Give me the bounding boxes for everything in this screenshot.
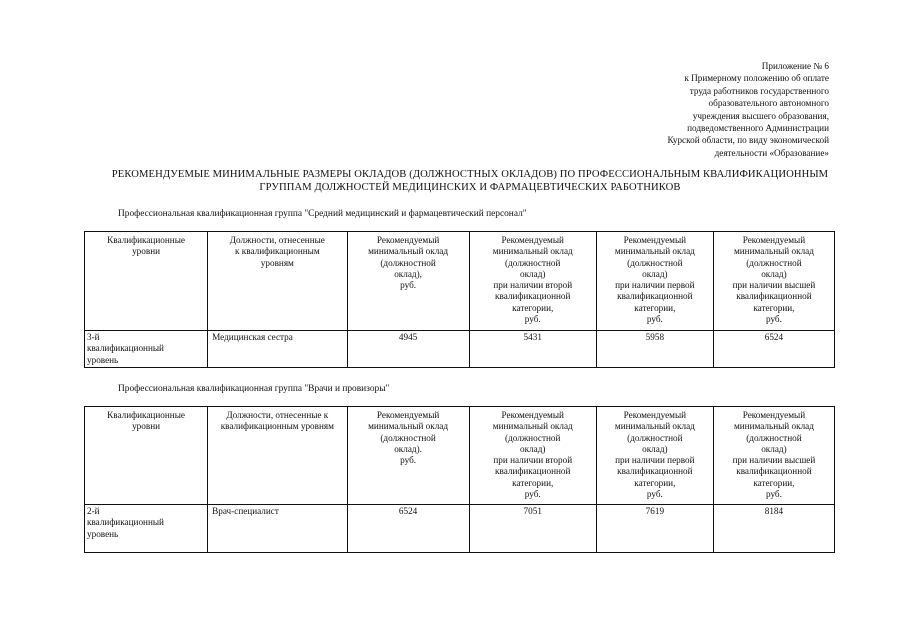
table-row bbox=[85, 505, 835, 553]
cell-text-line: квалификационной bbox=[617, 466, 693, 477]
cell-text-line: минимальный оклад bbox=[368, 246, 449, 257]
cell-text-line: оклад) bbox=[642, 443, 668, 454]
cell-text-line: руб. bbox=[524, 489, 541, 500]
cell-text-line: руб. bbox=[646, 489, 663, 500]
cell-text-line: оклад), bbox=[394, 268, 422, 279]
header-cell-second-category bbox=[469, 407, 596, 505]
header-cell-highest-category bbox=[713, 232, 834, 331]
cell-text-line: квалификационный bbox=[87, 517, 164, 528]
position-cell: Врач-специалист bbox=[208, 505, 347, 553]
page-title bbox=[60, 169, 880, 194]
cell-text-line: уровни bbox=[132, 246, 161, 257]
cell-text-line: руб. bbox=[524, 314, 541, 325]
cell-text-line: категории, bbox=[753, 302, 795, 313]
header-cell-levels bbox=[85, 407, 208, 505]
first-category-salary-cell: 5958 bbox=[596, 331, 713, 368]
group-caption-nursing: Профессиональная квалификационная группа "Средний медицинский и фармацевтический персонал" bbox=[118, 209, 527, 219]
table-row bbox=[85, 331, 835, 368]
cell-text-line: Рекомендуемый bbox=[376, 235, 440, 245]
cell-text-line: 2-й bbox=[87, 506, 100, 516]
header-cell-positions bbox=[208, 407, 347, 505]
cell-text-line: (должностной bbox=[505, 432, 561, 443]
cell-text-line: минимальный оклад bbox=[492, 421, 573, 432]
appendix-line: подведомственного Администрации bbox=[687, 123, 829, 134]
header-cell-levels bbox=[85, 232, 208, 331]
second-category-salary-cell: 7051 bbox=[469, 505, 596, 553]
cell-text-line: (должностной bbox=[380, 432, 436, 443]
header-cell-first-category bbox=[596, 407, 713, 505]
appendix-line: деятельности «Образование» bbox=[714, 147, 829, 158]
base-salary-cell: 6524 bbox=[347, 505, 469, 553]
cell-text-line: оклад) bbox=[761, 268, 787, 279]
cell-text-line: Рекомендуемый bbox=[623, 235, 687, 245]
cell-text-line: при наличии первой bbox=[615, 455, 695, 466]
cell-text-line: (должностной bbox=[746, 432, 802, 443]
cell-text-line: квалификационной bbox=[617, 291, 693, 302]
page-title-line-2: ГРУППАМ ДОЛЖНОСТЕЙ МЕДИЦИНСКИХ И ФАРМАЦЕВТИЧЕСКИХ РАБОТНИКОВ bbox=[259, 181, 681, 193]
appendix-line: образовательного автономного bbox=[708, 98, 829, 109]
cell-text-line: оклад) bbox=[761, 443, 787, 454]
appendix-line: Приложение № 6 bbox=[761, 61, 829, 71]
cell-text-line: при наличии высшей bbox=[732, 280, 816, 291]
cell-text-line: оклад) bbox=[520, 268, 546, 279]
cell-text-line: категории, bbox=[512, 477, 554, 488]
cell-text-line: при наличии второй bbox=[493, 280, 573, 291]
cell-text-line: уровень bbox=[87, 354, 119, 365]
cell-text-line: минимальный оклад bbox=[492, 246, 573, 257]
header-cell-base-salary bbox=[347, 407, 469, 505]
second-category-salary-cell: 5431 bbox=[469, 331, 596, 368]
appendix-note bbox=[569, 60, 829, 159]
cell-text-line: руб. bbox=[765, 489, 782, 500]
header-cell-positions bbox=[208, 232, 347, 331]
cell-text-line: Рекомендуемый bbox=[501, 235, 564, 245]
header-cell-highest-category bbox=[713, 407, 834, 505]
cell-text-line: (должностной bbox=[627, 257, 683, 268]
cell-text-line: минимальный оклад bbox=[733, 421, 814, 432]
highest-category-salary-cell: 6524 bbox=[713, 331, 834, 368]
level-cell bbox=[85, 331, 208, 368]
cell-text-line: Рекомендуемый bbox=[742, 235, 806, 245]
appendix-line: Курской области, по виду экономической bbox=[667, 135, 829, 146]
cell-text-line: квалификационный bbox=[87, 343, 164, 354]
cell-text-line: минимальный оклад bbox=[614, 246, 695, 257]
header-cell-first-category bbox=[596, 232, 713, 331]
cell-text-line: Должности, отнесенные bbox=[229, 235, 325, 245]
cell-text-line: квалификационной bbox=[495, 291, 571, 302]
cell-text-line: квалификационной bbox=[495, 466, 571, 477]
cell-text-line: оклад). bbox=[394, 443, 422, 454]
cell-text-line: Квалификационные bbox=[107, 410, 185, 420]
cell-text-line: руб. bbox=[400, 455, 417, 466]
cell-text-line: (должностной bbox=[505, 257, 561, 268]
cell-text-line: квалификационной bbox=[736, 466, 812, 477]
group-caption-doctors: Профессиональная квалификационная группа "Врачи и провизоры" bbox=[118, 384, 390, 394]
cell-text-line: (должностной bbox=[380, 257, 436, 268]
highest-category-salary-cell: 8184 bbox=[713, 505, 834, 553]
cell-text-line: Рекомендуемый bbox=[742, 410, 806, 420]
header-cell-base-salary bbox=[347, 232, 469, 331]
cell-text-line: категории, bbox=[634, 302, 676, 313]
cell-text-line: Должности, отнесенные к bbox=[226, 410, 329, 420]
cell-text-line: оклад) bbox=[642, 268, 668, 279]
cell-text-line: минимальный оклад bbox=[733, 246, 814, 257]
cell-text-line: категории, bbox=[634, 477, 676, 488]
cell-text-line: при наличии первой bbox=[615, 280, 695, 291]
cell-text-line: Рекомендуемый bbox=[623, 410, 687, 420]
cell-text-line: категории, bbox=[753, 477, 795, 488]
cell-text-line: руб. bbox=[765, 314, 782, 325]
cell-text-line: уровни bbox=[132, 421, 161, 432]
page-title-line-1: РЕКОМЕНДУЕМЫЕ МИНИМАЛЬНЫЕ РАЗМЕРЫ ОКЛАДОВ (ДОЛЖНОСТНЫХ ОКЛАДОВ) ПО ПРОФЕССИОНАЛЬНЫМ КВАЛИФИКАЦИОННЫМ bbox=[111, 169, 829, 180]
table-header-row bbox=[85, 407, 835, 505]
cell-text-line: 3-й bbox=[87, 332, 100, 342]
cell-text-line: (должностной bbox=[746, 257, 802, 268]
first-category-salary-cell: 7619 bbox=[596, 505, 713, 553]
cell-text-line: уровень bbox=[87, 528, 119, 539]
base-salary-cell: 4945 bbox=[347, 331, 469, 368]
cell-text-line: Квалификационные bbox=[107, 235, 185, 245]
header-cell-second-category bbox=[469, 232, 596, 331]
table-header-row bbox=[85, 232, 835, 331]
cell-text-line: категории, bbox=[512, 302, 554, 313]
cell-text-line: минимальный оклад bbox=[614, 421, 695, 432]
level-cell bbox=[85, 505, 208, 553]
cell-text-line: к квалификационным bbox=[235, 246, 320, 257]
cell-text-line: уровням bbox=[260, 257, 294, 268]
salary-table-doctors bbox=[84, 406, 835, 553]
cell-text-line: минимальный оклад bbox=[368, 421, 449, 432]
salary-table-nursing bbox=[84, 231, 835, 368]
appendix-line: учреждения высшего образования, bbox=[692, 110, 829, 121]
cell-text-line: при наличии высшей bbox=[732, 455, 816, 466]
cell-text-line: Рекомендуемый bbox=[376, 410, 440, 420]
position-cell: Медицинская сестра bbox=[208, 331, 347, 368]
appendix-line: к Примерному положению об оплате bbox=[684, 73, 829, 84]
cell-text-line: руб. bbox=[400, 280, 417, 291]
appendix-line: труда работников государственного bbox=[689, 85, 829, 96]
cell-text-line: при наличии второй bbox=[493, 455, 573, 466]
cell-text-line: квалификационной bbox=[736, 291, 812, 302]
cell-text-line: Рекомендуемый bbox=[501, 410, 564, 420]
cell-text-line: оклад) bbox=[520, 443, 546, 454]
cell-text-line: руб. bbox=[646, 314, 663, 325]
cell-text-line: квалификационным уровням bbox=[220, 421, 334, 432]
cell-text-line: (должностной bbox=[627, 432, 683, 443]
